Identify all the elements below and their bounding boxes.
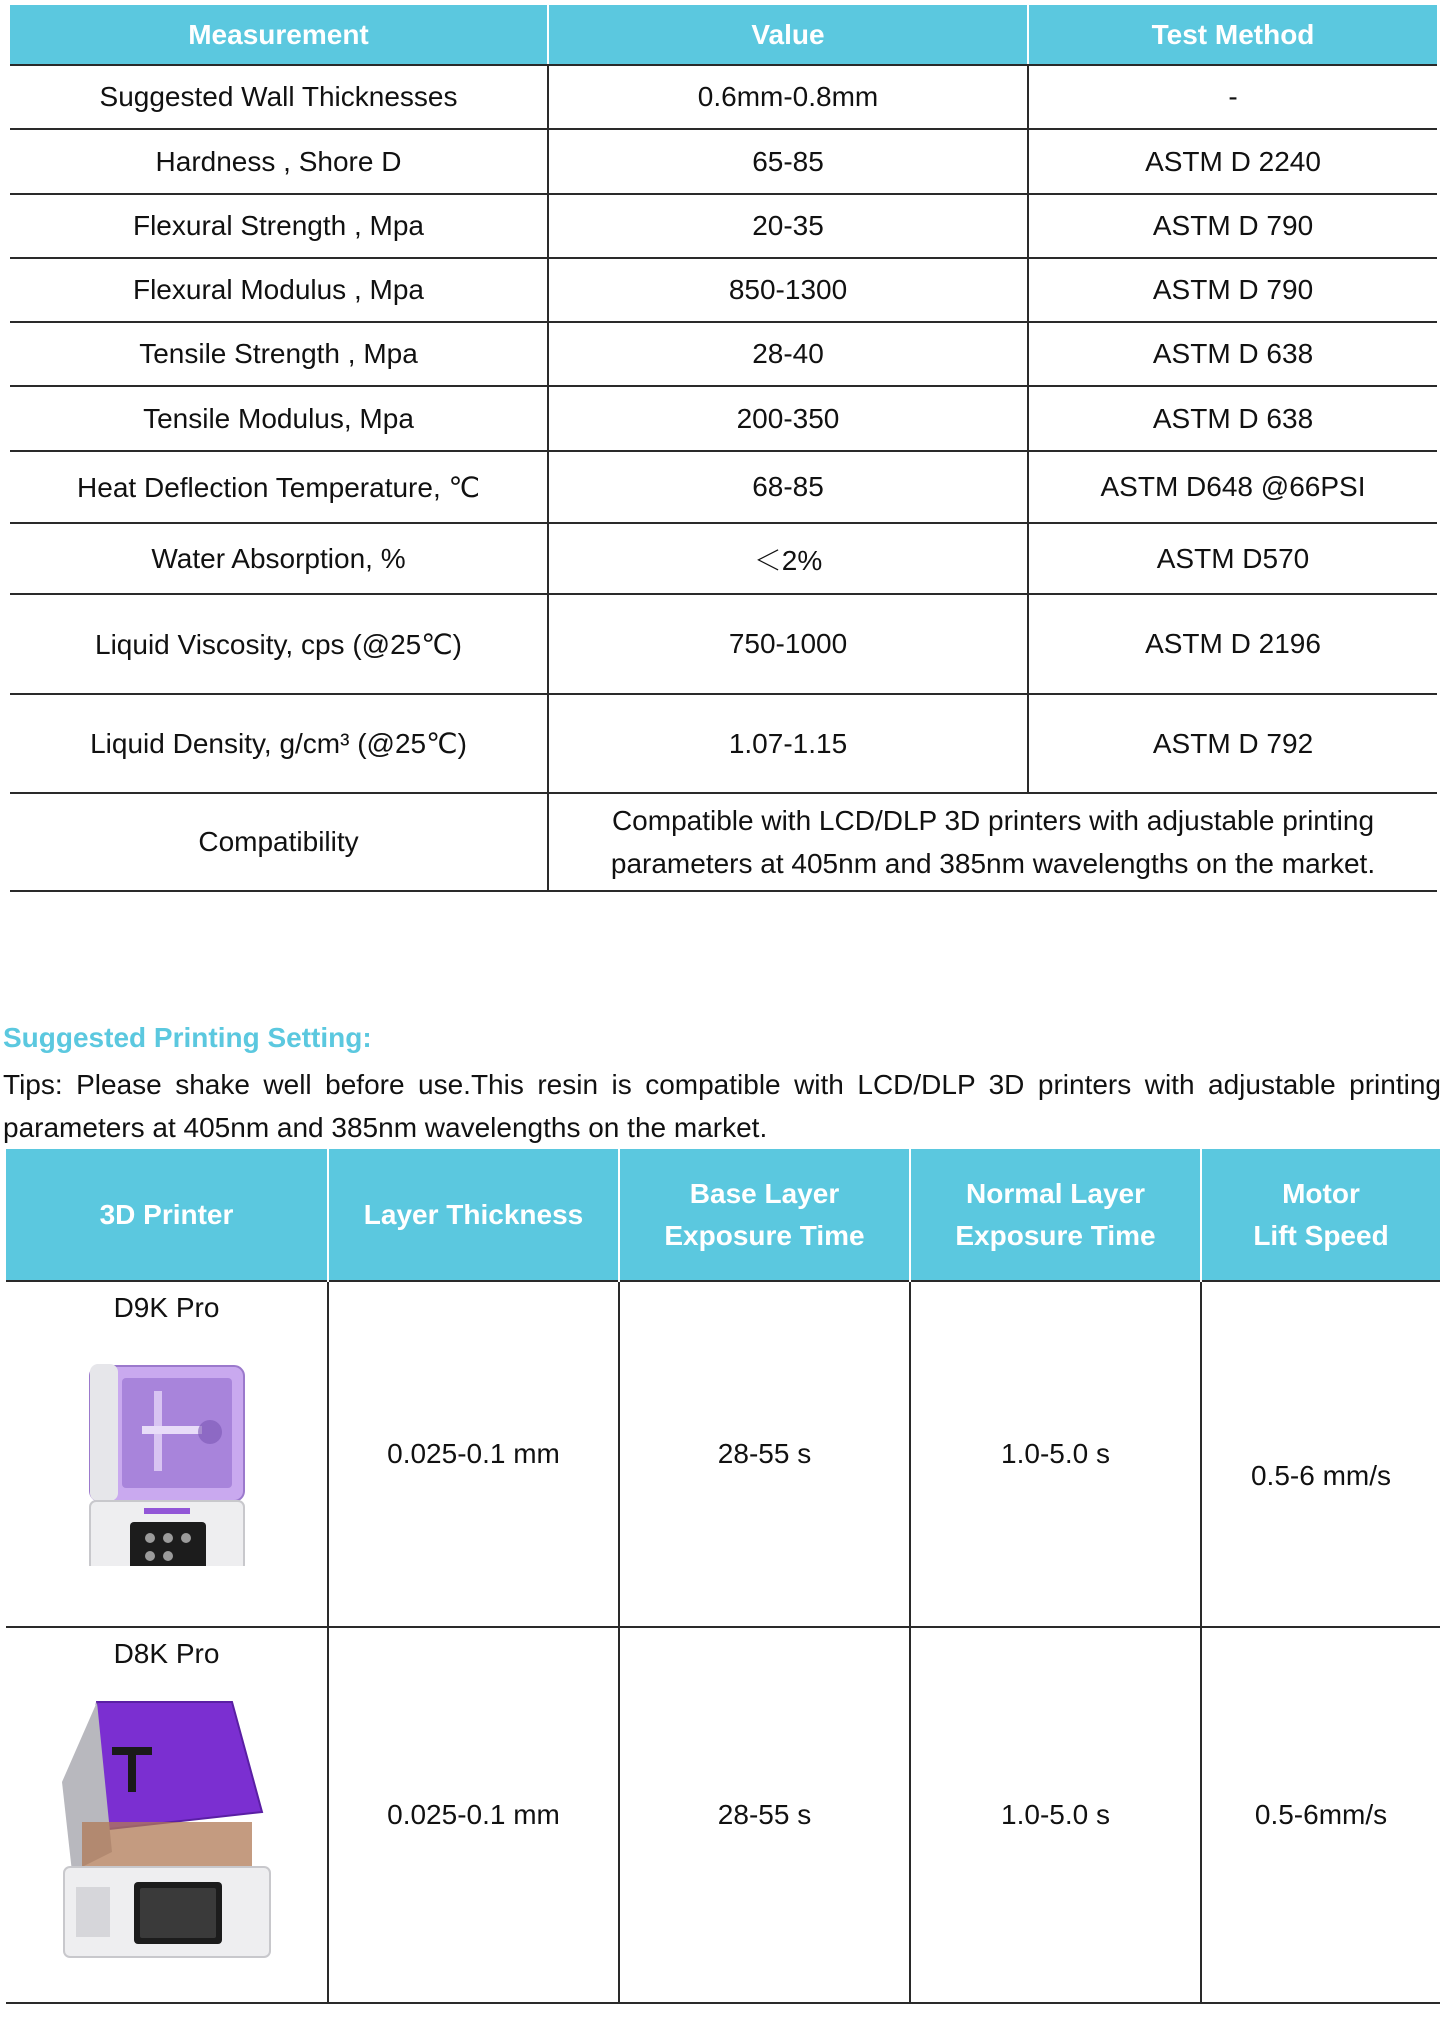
compatibility-text [548,793,1437,891]
method-cell: ASTM D 790 [1028,258,1437,322]
measurement-cell: Suggested Wall Thicknesses [10,65,548,129]
value-cell: 200-350 [548,386,1028,451]
value-cell: ＜2% [548,523,1028,594]
measurement-cell: Liquid Density, g/cm³ (@25℃) [10,694,548,793]
printer-cell [6,1281,328,1627]
header-motor-line-1: Motor [1282,1177,1360,1209]
value-cell: 0.6mm-0.8mm [548,65,1028,129]
method-cell: ASTM D 790 [1028,194,1437,258]
method-cell: ASTM D 638 [1028,322,1437,386]
header-base-line-2: Exposure Time [664,1219,865,1251]
method-cell: ASTM D 792 [1028,694,1437,793]
table-row [6,1627,1440,2003]
header-motor-lift-speed [1201,1149,1440,1281]
properties-header-row [10,5,1437,65]
measurement-cell: Heat Deflection Temperature, ℃ [10,451,548,523]
header-normal-line-1: Normal Layer [966,1177,1145,1209]
method-cell: ASTM D 638 [1028,386,1437,451]
motor-speed-value: 0.5-6 mm/s [1250,1460,1392,1491]
measurement-cell: Tensile Strength , Mpa [10,322,548,386]
table-row [10,194,1437,258]
value-cell: 1.07-1.15 [548,694,1028,793]
table-row [10,451,1437,523]
header-3d-printer: 3D Printer [6,1149,328,1281]
compatibility-label: Compatibility [10,793,548,891]
motor-speed-cell: 0.5-6mm/s [1201,1627,1440,2003]
compatibility-line-2: parameters at 405nm and 385nm wavelengths on the market. [610,848,1376,879]
table-row [10,322,1437,386]
d9k-pro-printer-image [82,1336,252,1566]
measurement-cell: Liquid Viscosity, cps (@25℃) [10,594,548,694]
value-cell: 850-1300 [548,258,1028,322]
printer-name: D8K Pro [113,1638,220,1669]
value-cell: 68-85 [548,451,1028,523]
section-title: Suggested Printing Setting: [3,1022,372,1053]
base-exposure-cell: 28-55 s [619,1627,910,2003]
motor-speed-cell [1201,1281,1440,1627]
printer-settings-table [6,1149,1440,2004]
header-base-line-1: Base Layer [689,1177,840,1209]
measurement-cell: Hardness , Shore D [10,129,548,194]
measurement-cell: Flexural Modulus , Mpa [10,258,548,322]
tips-paragraph: Tips: Please shake well before use.This resin is compatible with LCD/DLP 3D printers with adjustable printing parameters at 405nm and 385nm wavelengths on the market. [3,1069,1441,1143]
header-base-layer-exposure [619,1149,910,1281]
measurement-cell: Flexural Strength , Mpa [10,194,548,258]
value-cell: 28-40 [548,322,1028,386]
table-row [6,1281,1440,1627]
measurement-cell: Tensile Modulus, Mpa [10,386,548,451]
method-cell: ASTM D648 @66PSI [1028,451,1437,523]
measurement-cell: Water Absorption, % [10,523,548,594]
value-cell: 750-1000 [548,594,1028,694]
header-layer-thickness: Layer Thickness [328,1149,619,1281]
method-cell: ASTM D 2240 [1028,129,1437,194]
printer-header-row [6,1149,1440,1281]
table-row [10,523,1437,594]
compatibility-line-1: Compatible with LCD/DLP 3D printers with adjustable printing [611,805,1375,836]
method-cell: ASTM D570 [1028,523,1437,594]
table-row [10,386,1437,451]
header-normal-line-2: Exposure Time [955,1219,1156,1251]
table-row [10,65,1437,129]
table-row [10,594,1437,694]
table-row [10,694,1437,793]
header-motor-line-2: Lift Speed [1253,1219,1389,1251]
base-exposure-cell: 28-55 s [619,1281,910,1627]
method-cell: ASTM D 2196 [1028,594,1437,694]
layer-thickness-cell: 0.025-0.1 mm [328,1627,619,2003]
header-normal-layer-exposure [910,1149,1201,1281]
value-cell: 20-35 [548,194,1028,258]
table-row [10,258,1437,322]
header-value: Value [548,5,1028,65]
printer-name: D9K Pro [113,1292,220,1323]
header-test-method: Test Method [1028,5,1437,65]
properties-table [10,5,1437,892]
method-cell: - [1028,65,1437,129]
d8k-pro-printer-image [52,1682,282,1962]
header-measurement: Measurement [10,5,548,65]
printer-cell [6,1627,328,2003]
table-row [10,129,1437,194]
compatibility-row [10,793,1437,891]
normal-exposure-cell: 1.0-5.0 s [910,1627,1201,2003]
value-cell: 65-85 [548,129,1028,194]
normal-exposure-cell: 1.0-5.0 s [910,1281,1201,1627]
layer-thickness-cell: 0.025-0.1 mm [328,1281,619,1627]
